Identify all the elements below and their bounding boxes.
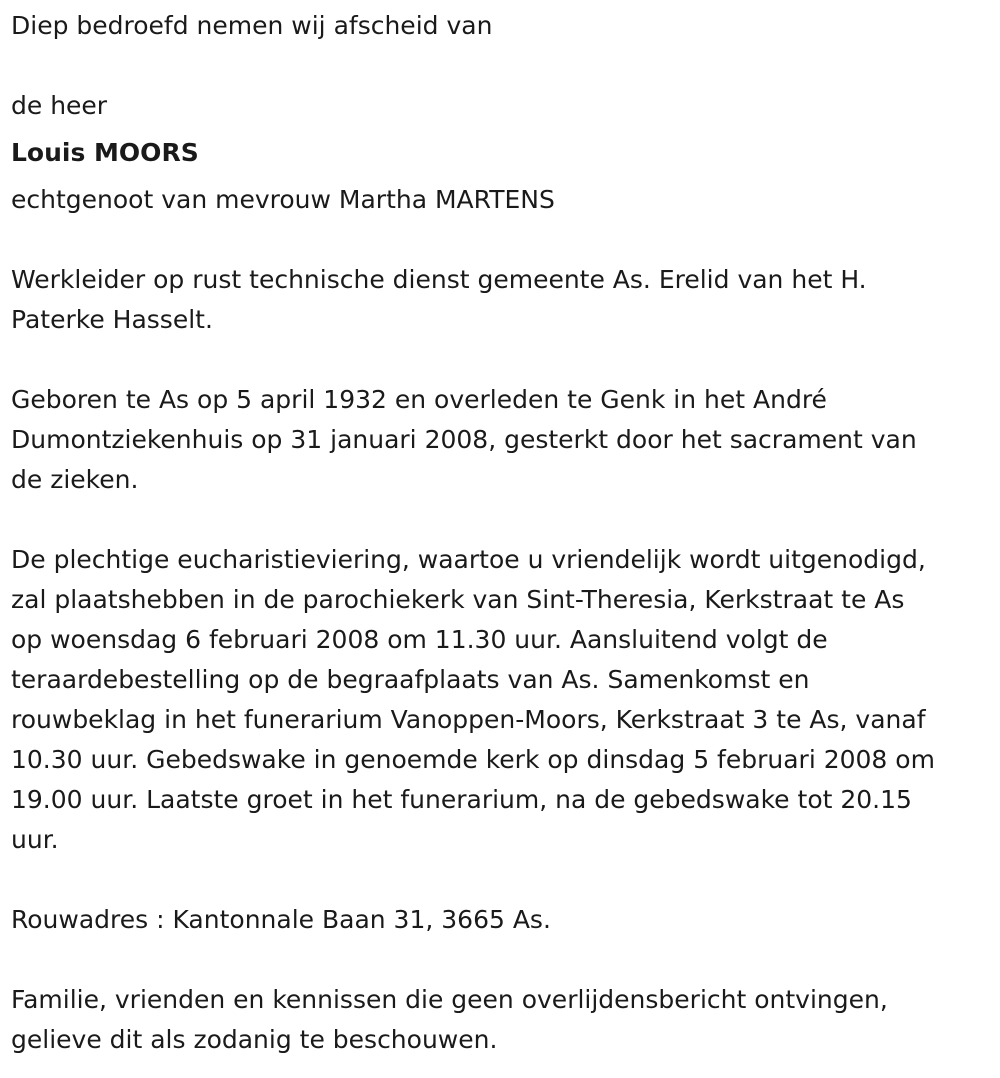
address-paragraph [11,900,990,940]
deceased-name [11,133,990,173]
closing-paragraph [11,980,990,1060]
closing-line: Familie, vrienden en kennissen die geen overlijdensbericht ontvingen, [11,985,888,1014]
ceremony-line: uur. [11,825,59,854]
closing-line: gelieve dit als zodanig te beschouwen. [11,1025,498,1054]
spacer [11,500,990,540]
ceremony-line: op woensdag 6 februari 2008 om 11.30 uur. Aansluitend volgt de [11,625,828,654]
occupation-paragraph [11,260,990,340]
spacer [11,340,990,380]
deceased-name-line: Louis MOORS [11,138,199,167]
ceremony-line: zal plaatshebben in de parochiekerk van Sint-Theresia, Kerkstraat te As [11,585,905,614]
ceremony-line: De plechtige eucharistieviering, waartoe u vriendelijk wordt uitgenodigd, [11,545,926,574]
spacer [11,220,990,260]
spouse-text [11,180,990,220]
address-line: Rouwadres : Kantonnale Baan 31, 3665 As. [11,905,551,934]
birth-death-paragraph [11,380,990,500]
spacer [11,46,990,86]
ceremony-line: 10.30 uur. Gebedswake in genoemde kerk op dinsdag 5 februari 2008 om [11,745,935,774]
ceremony-paragraph [11,540,990,860]
occupation-line: Paterke Hasselt. [11,305,213,334]
intro-line: Diep bedroefd nemen wij afscheid van [11,11,493,40]
birth-death-line: de zieken. [11,465,139,494]
salutation-text [11,86,990,126]
birth-death-line: Dumontziekenhuis op 31 januari 2008, gesterkt door het sacrament van [11,425,917,454]
spacer [11,940,990,980]
ceremony-line: rouwbeklag in het funerarium Vanoppen-Moors, Kerkstraat 3 te As, vanaf [11,705,926,734]
spouse-line: echtgenoot van mevrouw Martha MARTENS [11,185,555,214]
birth-death-line: Geboren te As op 5 april 1932 en overleden te Genk in het André [11,385,827,414]
ceremony-line: 19.00 uur. Laatste groet in het funerarium, na de gebedswake tot 20.15 [11,785,912,814]
salutation-line: de heer [11,91,108,120]
ceremony-line: teraardebestelling op de begraafplaats van As. Samenkomst en [11,665,810,694]
intro-text [11,6,990,46]
occupation-line: Werkleider op rust technische dienst gemeente As. Erelid van het H. [11,265,867,294]
spacer [11,860,990,900]
